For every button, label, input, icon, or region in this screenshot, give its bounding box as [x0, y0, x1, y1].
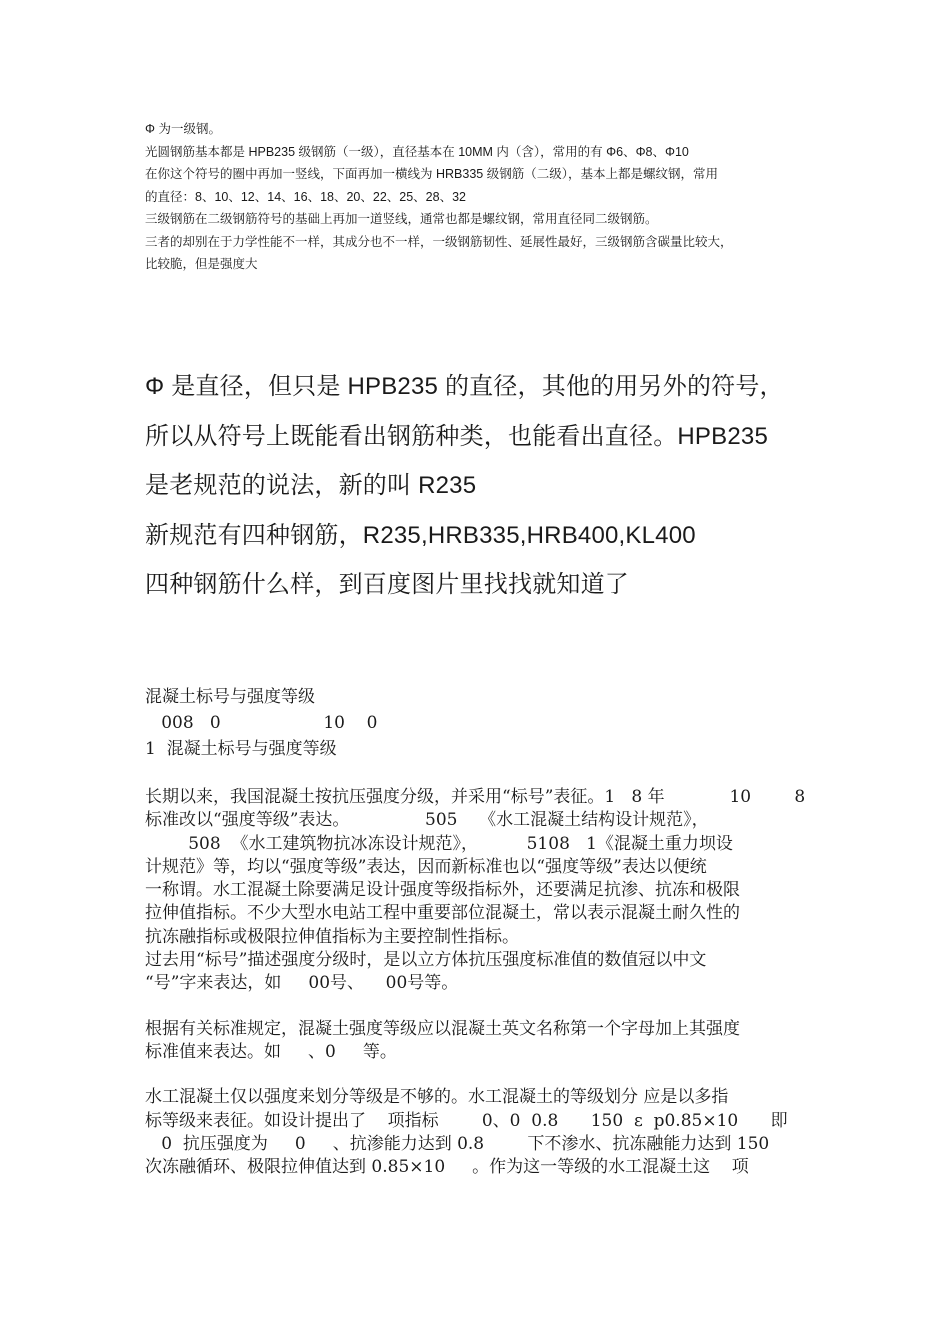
- paragraph-line: 长期以来，我国混凝土按抗压强度分级，并采用“标号”表征。1 8 年 10 8: [145, 787, 806, 807]
- text-line: 三者的却别在于力学性能不一样，其成分也不一样，一级钢筋韧性、延展性最好，三级钢筋含碳量比较大，: [145, 234, 733, 249]
- paragraph-line: 拉伸值指标。不少大型水电站工程中重要部位混凝土，常以表示混凝土耐久性的: [145, 903, 740, 924]
- paragraph-line: 抗冻融指标或极限拉伸值指标为主要控制性指标。: [145, 926, 519, 947]
- text-line: 光圆钢筋基本都是 HPB235 级钢筋（一级），直径基本在 10MM 内（含），常用的有 Φ6、Φ8、Φ10: [145, 144, 689, 159]
- paragraph-line: 标准值来表达。如 、0 等。: [145, 1041, 397, 1062]
- paragraph-line: 根据有关标准规定，混凝土强度等级应以混凝土英文名称第一个字母加上其强度: [145, 1018, 740, 1039]
- paragraph-line: 508 《水工建筑物抗冰冻设计规范》， 5108 1《混凝土重力坝设: [145, 833, 733, 854]
- article-meta: 008 0 10 0: [145, 713, 378, 733]
- paragraph-line: 一称谓。水工混凝土除要满足设计强度等级指标外，还要满足抗渗、抗冻和极限: [145, 880, 740, 901]
- paragraph-line: 过去用“标号”描述强度分级时，是以立方体抗压强度标准值的数值冠以中文: [145, 950, 707, 971]
- concrete-grade-article: [145, 684, 820, 1179]
- text-line: Φ 为一级钢。: [145, 122, 221, 136]
- text-line: 四种钢筋什么样，到百度图片里找找就知道了: [145, 571, 629, 598]
- text-line: 所以从符号上既能看出钢筋种类，也能看出直径。HPB235: [145, 422, 768, 450]
- paragraph-line: 计规范》等，均以“强度等级”表达，因而新标准也以“强度等级”表达以便统: [145, 856, 707, 877]
- text-line: Φ 是直径，但只是 HPB235 的直径，其他的用另外的符号，: [145, 373, 784, 400]
- text-line: 在你这个符号的圈中再加一竖线，下面再加一横线为 HRB335 级钢筋（二级），基本上都是螺纹钢，常用: [145, 167, 718, 181]
- paragraph-line: 水工混凝土仅以强度来划分等级是不够的。水工混凝土的等级划分 应是以多指: [145, 1087, 729, 1108]
- paragraph-line: 标等级来表征。如设计提出了 项指标 0、0 0.8 150 ε p0.85×10 即: [145, 1110, 788, 1131]
- paragraph-line: 0 抗压强度为 0 、抗渗能力达到 0.8 下不渗水、抗冻融能力达到 150: [145, 1133, 770, 1154]
- article-title: 混凝土标号与强度等级: [145, 687, 315, 707]
- text-line: 比较脆，但是强度大: [145, 257, 258, 271]
- paragraph-line: 标准改以“强度等级”表达。 505 《水工混凝土结构设计规范》，: [145, 810, 709, 831]
- rebar-notes-large: [145, 362, 825, 610]
- text-line: 新规范有四种钢筋，R235,HRB335,HRB400,KL400: [145, 521, 696, 549]
- rebar-notes-small: [145, 118, 815, 276]
- paragraph-line: “号”字来表达，如 00号、 00号等。: [145, 973, 459, 994]
- text-line: 是老规范的说法，新的叫 R235: [145, 472, 477, 499]
- paragraph-line: 次冻融循环、极限拉伸值达到 0.85×10 。作为这一等级的水工混凝土这 项: [145, 1157, 749, 1178]
- article-heading: 1 混凝土标号与强度等级: [145, 739, 337, 759]
- text-line: 三级钢筋在二级钢筋符号的基础上再加一道竖线，通常也都是螺纹钢，常用直径同二级钢筋。: [145, 212, 658, 226]
- text-line: 的直径：8、10、12、14、16、18、20、22、25、28、32: [145, 189, 466, 204]
